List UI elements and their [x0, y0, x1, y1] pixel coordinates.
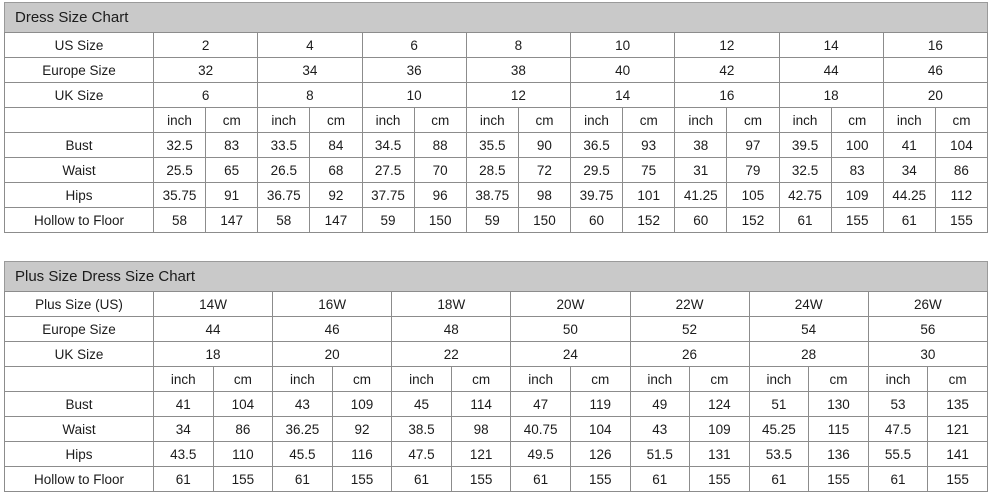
hips-plus-value-13: 141 [928, 442, 988, 467]
plus-size-dress-size-chart-block [4, 261, 988, 492]
bust-value-9: 93 [623, 133, 675, 158]
hips-plus-value-3: 116 [332, 442, 392, 467]
row-label-bust-plus: Bust [5, 392, 154, 417]
unit-cell-plus-13: cm [928, 367, 988, 392]
unit-cell-13: cm [831, 108, 883, 133]
unit-cell-plus-3: cm [332, 367, 392, 392]
hollow-value-2: 58 [258, 208, 310, 233]
waist-plus-value-7: 104 [570, 417, 630, 442]
hollow-value-15: 155 [935, 208, 987, 233]
hollow-value-14: 61 [883, 208, 935, 233]
bust-plus-value-2: 43 [273, 392, 333, 417]
hollow-value-6: 59 [466, 208, 518, 233]
bust-value-4: 34.5 [362, 133, 414, 158]
row-label-units-blank-plus [5, 367, 154, 392]
bust-plus-value-13: 135 [928, 392, 988, 417]
hips-plus-value-5: 121 [451, 442, 511, 467]
hollow-value-5: 150 [414, 208, 466, 233]
hollow-value-11: 152 [727, 208, 779, 233]
dress-size-chart-title: Dress Size Chart [4, 2, 988, 32]
cell-europe-size-plus-0: 44 [154, 317, 273, 342]
hollow-plus-value-10: 61 [749, 467, 809, 492]
hips-value-7: 98 [518, 183, 570, 208]
cell-uk-size-plus-4: 26 [630, 342, 749, 367]
table-row [5, 83, 988, 108]
table-row [5, 292, 988, 317]
unit-cell-5: cm [414, 108, 466, 133]
row-label-plus-size-us: Plus Size (US) [5, 292, 154, 317]
hollow-plus-value-9: 155 [690, 467, 750, 492]
waist-plus-value-12: 47.5 [868, 417, 928, 442]
cell-plus-size-2: 18W [392, 292, 511, 317]
hips-value-3: 92 [310, 183, 362, 208]
cell-europe-size-7: 46 [883, 58, 987, 83]
table-row [5, 442, 988, 467]
cell-uk-size-3: 12 [466, 83, 570, 108]
bust-plus-value-8: 49 [630, 392, 690, 417]
hips-plus-value-9: 131 [690, 442, 750, 467]
row-label-hips: Hips [5, 183, 154, 208]
hips-value-15: 112 [935, 183, 987, 208]
unit-cell-plus-11: cm [809, 367, 869, 392]
waist-plus-value-3: 92 [332, 417, 392, 442]
unit-cell-10: inch [675, 108, 727, 133]
hollow-value-7: 150 [518, 208, 570, 233]
unit-cell-8: inch [571, 108, 623, 133]
table-row [5, 33, 988, 58]
waist-plus-value-8: 43 [630, 417, 690, 442]
cell-europe-size-2: 36 [362, 58, 466, 83]
unit-cell-plus-2: inch [273, 367, 333, 392]
row-label-uk-size: UK Size [5, 83, 154, 108]
cell-europe-size-plus-4: 52 [630, 317, 749, 342]
cell-uk-size-plus-1: 20 [273, 342, 392, 367]
bust-value-12: 39.5 [779, 133, 831, 158]
table-row [5, 467, 988, 492]
hips-value-4: 37.75 [362, 183, 414, 208]
row-label-uk-size-plus: UK Size [5, 342, 154, 367]
plus-size-dress-size-chart-table [4, 291, 988, 492]
bust-value-14: 41 [883, 133, 935, 158]
hips-value-11: 105 [727, 183, 779, 208]
bust-plus-value-3: 109 [332, 392, 392, 417]
hollow-plus-value-6: 61 [511, 467, 571, 492]
unit-cell-12: inch [779, 108, 831, 133]
bust-value-7: 90 [518, 133, 570, 158]
hollow-plus-value-11: 155 [809, 467, 869, 492]
table-row-units [5, 367, 988, 392]
plus-size-dress-size-chart-title: Plus Size Dress Size Chart [4, 261, 988, 291]
hips-value-9: 101 [623, 183, 675, 208]
unit-cell-plus-4: inch [392, 367, 452, 392]
cell-plus-size-6: 26W [868, 292, 987, 317]
waist-plus-value-11: 115 [809, 417, 869, 442]
dress-size-chart-table [4, 32, 988, 233]
row-label-units-blank [5, 108, 154, 133]
unit-cell-9: cm [623, 108, 675, 133]
hollow-value-3: 147 [310, 208, 362, 233]
cell-uk-size-6: 18 [779, 83, 883, 108]
hips-value-6: 38.75 [466, 183, 518, 208]
hollow-plus-value-0: 61 [154, 467, 214, 492]
unit-cell-plus-7: cm [570, 367, 630, 392]
hips-plus-value-8: 51.5 [630, 442, 690, 467]
unit-cell-plus-8: inch [630, 367, 690, 392]
waist-value-7: 72 [518, 158, 570, 183]
hips-plus-value-2: 45.5 [273, 442, 333, 467]
hips-value-1: 91 [206, 183, 258, 208]
bust-value-6: 35.5 [466, 133, 518, 158]
hips-plus-value-0: 43.5 [154, 442, 214, 467]
hollow-plus-value-8: 61 [630, 467, 690, 492]
unit-cell-plus-9: cm [690, 367, 750, 392]
bust-plus-value-0: 41 [154, 392, 214, 417]
bust-value-15: 104 [935, 133, 987, 158]
unit-cell-15: cm [935, 108, 987, 133]
hips-plus-value-4: 47.5 [392, 442, 452, 467]
hips-value-13: 109 [831, 183, 883, 208]
unit-cell-4: inch [362, 108, 414, 133]
hips-plus-value-1: 110 [213, 442, 273, 467]
cell-plus-size-3: 20W [511, 292, 630, 317]
waist-plus-value-10: 45.25 [749, 417, 809, 442]
waist-value-14: 34 [883, 158, 935, 183]
row-label-hollow-to-floor-plus: Hollow to Floor [5, 467, 154, 492]
unit-cell-plus-6: inch [511, 367, 571, 392]
waist-plus-value-2: 36.25 [273, 417, 333, 442]
bust-value-10: 38 [675, 133, 727, 158]
unit-cell-plus-12: inch [868, 367, 928, 392]
bust-value-5: 88 [414, 133, 466, 158]
bust-plus-value-5: 114 [451, 392, 511, 417]
waist-plus-value-5: 98 [451, 417, 511, 442]
hollow-value-8: 60 [571, 208, 623, 233]
hollow-plus-value-5: 155 [451, 467, 511, 492]
unit-cell-plus-10: inch [749, 367, 809, 392]
cell-us-size-6: 14 [779, 33, 883, 58]
section-spacer [4, 233, 988, 261]
hips-plus-value-7: 126 [570, 442, 630, 467]
waist-value-11: 79 [727, 158, 779, 183]
waist-value-2: 26.5 [258, 158, 310, 183]
table-row [5, 392, 988, 417]
hollow-value-0: 58 [154, 208, 206, 233]
waist-value-9: 75 [623, 158, 675, 183]
hips-plus-value-10: 53.5 [749, 442, 809, 467]
unit-cell-7: cm [518, 108, 570, 133]
table-row [5, 133, 988, 158]
cell-europe-size-1: 34 [258, 58, 362, 83]
table-row [5, 417, 988, 442]
bust-plus-value-4: 45 [392, 392, 452, 417]
bust-value-8: 36.5 [571, 133, 623, 158]
hollow-plus-value-1: 155 [213, 467, 273, 492]
row-label-hips-plus: Hips [5, 442, 154, 467]
cell-plus-size-1: 16W [273, 292, 392, 317]
row-label-us-size: US Size [5, 33, 154, 58]
cell-europe-size-4: 40 [571, 58, 675, 83]
unit-cell-2: inch [258, 108, 310, 133]
hips-plus-value-12: 55.5 [868, 442, 928, 467]
waist-value-6: 28.5 [466, 158, 518, 183]
waist-value-3: 68 [310, 158, 362, 183]
hollow-value-9: 152 [623, 208, 675, 233]
waist-value-0: 25.5 [154, 158, 206, 183]
bust-value-13: 100 [831, 133, 883, 158]
waist-value-12: 32.5 [779, 158, 831, 183]
cell-plus-size-0: 14W [154, 292, 273, 317]
cell-europe-size-6: 44 [779, 58, 883, 83]
hips-value-8: 39.75 [571, 183, 623, 208]
unit-cell-plus-1: cm [213, 367, 273, 392]
cell-europe-size-plus-2: 48 [392, 317, 511, 342]
hips-plus-value-11: 136 [809, 442, 869, 467]
table-row [5, 158, 988, 183]
cell-uk-size-0: 6 [154, 83, 258, 108]
hips-value-5: 96 [414, 183, 466, 208]
cell-us-size-4: 10 [571, 33, 675, 58]
cell-uk-size-plus-3: 24 [511, 342, 630, 367]
row-label-hollow-to-floor: Hollow to Floor [5, 208, 154, 233]
hips-value-14: 44.25 [883, 183, 935, 208]
cell-europe-size-0: 32 [154, 58, 258, 83]
row-label-waist-plus: Waist [5, 417, 154, 442]
bust-plus-value-11: 130 [809, 392, 869, 417]
hollow-value-10: 60 [675, 208, 727, 233]
bust-plus-value-10: 51 [749, 392, 809, 417]
bust-value-2: 33.5 [258, 133, 310, 158]
waist-value-1: 65 [206, 158, 258, 183]
waist-value-15: 86 [935, 158, 987, 183]
bust-plus-value-9: 124 [690, 392, 750, 417]
cell-uk-size-1: 8 [258, 83, 362, 108]
cell-us-size-5: 12 [675, 33, 779, 58]
hollow-value-4: 59 [362, 208, 414, 233]
hips-value-10: 41.25 [675, 183, 727, 208]
waist-value-13: 83 [831, 158, 883, 183]
row-label-europe-size-plus: Europe Size [5, 317, 154, 342]
unit-cell-6: inch [466, 108, 518, 133]
waist-plus-value-0: 34 [154, 417, 214, 442]
waist-value-8: 29.5 [571, 158, 623, 183]
dress-size-chart-block [4, 2, 988, 233]
hollow-value-1: 147 [206, 208, 258, 233]
bust-value-11: 97 [727, 133, 779, 158]
unit-cell-11: cm [727, 108, 779, 133]
hips-value-2: 36.75 [258, 183, 310, 208]
waist-value-4: 27.5 [362, 158, 414, 183]
cell-europe-size-plus-6: 56 [868, 317, 987, 342]
bust-value-3: 84 [310, 133, 362, 158]
waist-plus-value-9: 109 [690, 417, 750, 442]
cell-plus-size-5: 24W [749, 292, 868, 317]
cell-uk-size-plus-5: 28 [749, 342, 868, 367]
row-label-bust: Bust [5, 133, 154, 158]
hips-value-0: 35.75 [154, 183, 206, 208]
hollow-plus-value-12: 61 [868, 467, 928, 492]
table-row [5, 208, 988, 233]
unit-cell-0: inch [154, 108, 206, 133]
cell-uk-size-7: 20 [883, 83, 987, 108]
unit-cell-14: inch [883, 108, 935, 133]
hollow-plus-value-4: 61 [392, 467, 452, 492]
cell-europe-size-3: 38 [466, 58, 570, 83]
hollow-value-12: 61 [779, 208, 831, 233]
cell-uk-size-4: 14 [571, 83, 675, 108]
table-row [5, 342, 988, 367]
cell-uk-size-2: 10 [362, 83, 466, 108]
unit-cell-plus-0: inch [154, 367, 214, 392]
bust-value-0: 32.5 [154, 133, 206, 158]
bust-plus-value-6: 47 [511, 392, 571, 417]
cell-us-size-3: 8 [466, 33, 570, 58]
bust-plus-value-1: 104 [213, 392, 273, 417]
bust-plus-value-7: 119 [570, 392, 630, 417]
table-row [5, 183, 988, 208]
cell-europe-size-5: 42 [675, 58, 779, 83]
cell-us-size-2: 6 [362, 33, 466, 58]
cell-europe-size-plus-3: 50 [511, 317, 630, 342]
hips-plus-value-6: 49.5 [511, 442, 571, 467]
waist-value-10: 31 [675, 158, 727, 183]
cell-europe-size-plus-1: 46 [273, 317, 392, 342]
hollow-plus-value-7: 155 [570, 467, 630, 492]
bust-value-1: 83 [206, 133, 258, 158]
hollow-plus-value-2: 61 [273, 467, 333, 492]
cell-europe-size-plus-5: 54 [749, 317, 868, 342]
table-row [5, 317, 988, 342]
bust-plus-value-12: 53 [868, 392, 928, 417]
row-label-waist: Waist [5, 158, 154, 183]
table-row-units [5, 108, 988, 133]
hollow-value-13: 155 [831, 208, 883, 233]
unit-cell-1: cm [206, 108, 258, 133]
cell-uk-size-plus-0: 18 [154, 342, 273, 367]
waist-plus-value-1: 86 [213, 417, 273, 442]
waist-value-5: 70 [414, 158, 466, 183]
cell-us-size-7: 16 [883, 33, 987, 58]
hollow-plus-value-3: 155 [332, 467, 392, 492]
cell-us-size-1: 4 [258, 33, 362, 58]
hips-value-12: 42.75 [779, 183, 831, 208]
waist-plus-value-6: 40.75 [511, 417, 571, 442]
table-row [5, 58, 988, 83]
row-label-europe-size: Europe Size [5, 58, 154, 83]
hollow-plus-value-13: 155 [928, 467, 988, 492]
cell-uk-size-plus-2: 22 [392, 342, 511, 367]
waist-plus-value-13: 121 [928, 417, 988, 442]
cell-uk-size-5: 16 [675, 83, 779, 108]
unit-cell-plus-5: cm [451, 367, 511, 392]
unit-cell-3: cm [310, 108, 362, 133]
waist-plus-value-4: 38.5 [392, 417, 452, 442]
cell-us-size-0: 2 [154, 33, 258, 58]
cell-plus-size-4: 22W [630, 292, 749, 317]
cell-uk-size-plus-6: 30 [868, 342, 987, 367]
